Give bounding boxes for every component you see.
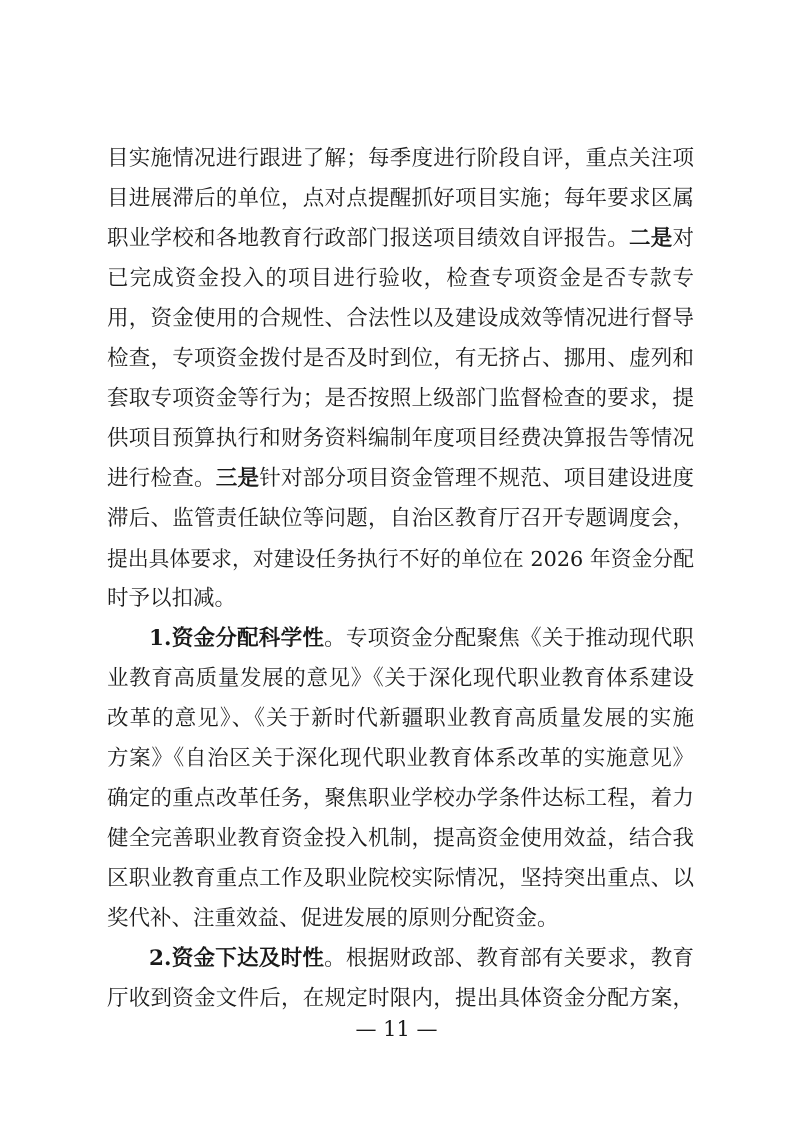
bold-run: 三是	[215, 466, 260, 491]
text-run: 确定的重点改革任务，聚焦职业学校办学条件达标工程，着力	[107, 786, 694, 811]
text-run: 时予以扣减。	[107, 586, 237, 611]
text-run: 滞后、监管责任缺位等问题，自治区教育厅召开专题调度会，	[107, 506, 694, 531]
body-line	[149, 622, 694, 656]
text-run: 用，资金使用的合规性、合法性以及建设成效等情况进行督导	[107, 306, 694, 331]
text-run: 对	[672, 226, 694, 251]
text-run: 职业学校和各地教育行政部门报送项目绩效自评报告。	[107, 226, 629, 251]
body-line	[149, 942, 694, 976]
text-run: 厅收到资金文件后，在规定时限内，提出具体资金分配方案，	[107, 986, 694, 1011]
text-run: 健全完善职业教育资金投入机制，提高资金使用效益，结合我	[107, 826, 694, 851]
body-line	[107, 222, 694, 256]
body-line	[107, 902, 694, 936]
body-line	[107, 382, 694, 416]
body-line	[107, 982, 694, 1016]
text-run: 已完成资金投入的项目进行验收，检查专项资金是否专款专	[107, 266, 694, 291]
text-run: 套取专项资金等行为；是否按照上级部门监督检查的要求，提	[107, 386, 694, 411]
body-line	[107, 822, 694, 856]
text-run: 奖代补、注重效益、促进发展的原则分配资金。	[107, 906, 559, 931]
section-heading: 2.资金下达及时性	[149, 946, 325, 971]
body-line	[107, 702, 694, 736]
body-line	[107, 142, 694, 176]
text-run: 针对部分项目资金管理不规范、项目建设进度	[259, 466, 694, 491]
body-line	[107, 542, 694, 576]
body-line	[107, 582, 694, 616]
text-run: 进行检查。	[107, 466, 216, 491]
text-run: 目实施情况进行跟进了解；每季度进行阶段自评，重点关注项	[107, 146, 694, 171]
body-line	[107, 782, 694, 816]
body-line	[107, 262, 694, 296]
body-line	[107, 182, 694, 216]
page-number: — 11 —	[355, 1017, 438, 1041]
text-run: 改革的意见》、《关于新时代新疆职业教育高质量发展的实施	[107, 706, 694, 731]
body-line	[107, 862, 694, 896]
text-run: 提出具体要求，对建设任务执行不好的单位在 2026 年资金分配	[107, 547, 694, 571]
body-line	[107, 462, 694, 496]
bold-run: 二是	[628, 226, 673, 251]
text-run: 目进展滞后的单位，点对点提醒抓好项目实施；每年要求区属	[107, 186, 694, 211]
text-run: 。专项资金分配聚焦《关于推动现代职	[324, 626, 694, 651]
text-run: 区职业教育重点工作及职业院校实际情况，坚持突出重点、以	[107, 866, 694, 891]
text-run: 业教育高质量发展的意见》《关于深化现代职业教育体系建设	[107, 666, 694, 691]
text-run: 供项目预算执行和财务资料编制年度项目经费决算报告等情况	[107, 426, 694, 451]
text-run: 检查，专项资金拨付是否及时到位，有无挤占、挪用、虚列和	[107, 346, 694, 371]
text-run: 方案》《自治区关于深化现代职业教育体系改革的实施意见》	[107, 746, 694, 771]
body-line	[107, 502, 694, 536]
body-line	[107, 742, 694, 776]
body-line	[107, 342, 694, 376]
body-line	[107, 662, 694, 696]
body-line	[107, 302, 694, 336]
text-run: 。根据财政部、教育部有关要求，教育	[324, 946, 694, 971]
section-heading: 1.资金分配科学性	[149, 626, 325, 651]
body-line	[107, 422, 694, 456]
